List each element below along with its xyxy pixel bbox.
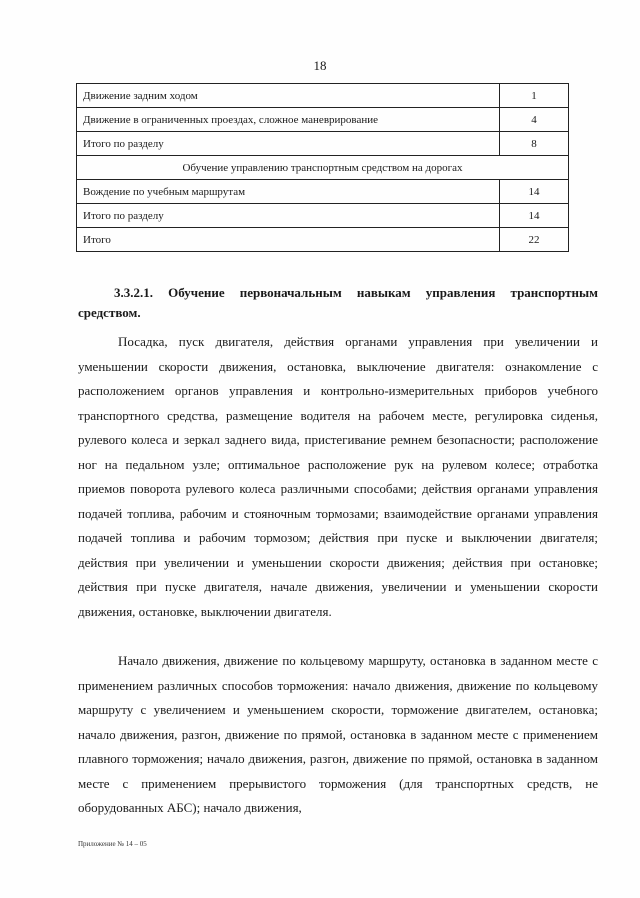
- row-label: Итого: [77, 228, 500, 252]
- row-hours: 14: [500, 204, 569, 228]
- row-label: Вождение по учебным маршрутам: [77, 180, 500, 204]
- table-row: [77, 84, 569, 108]
- table-row: [77, 108, 569, 132]
- row-label: Движение задним ходом: [77, 84, 500, 108]
- training-hours-table: [76, 83, 569, 252]
- row-hours: 22: [500, 228, 569, 252]
- row-label: Итого по разделу: [77, 204, 500, 228]
- page-number: 18: [313, 58, 327, 73]
- row-hours: 8: [500, 132, 569, 156]
- table-row: [77, 204, 569, 228]
- table-section-row: [77, 156, 569, 180]
- section-title-cell: Обучение управлению транспортным средством на дорогах: [77, 156, 569, 180]
- section-heading: 3.3.2.1. Обучение первоначальным навыкам управления транспортным средством.: [78, 285, 598, 320]
- row-hours: 14: [500, 180, 569, 204]
- table-row: [77, 132, 569, 156]
- table-row: [77, 180, 569, 204]
- table-row: [77, 228, 569, 252]
- row-label: Итого по разделу: [77, 132, 500, 156]
- row-hours: 4: [500, 108, 569, 132]
- row-label: Движение в ограниченных проездах, сложное маневрирование: [77, 108, 500, 132]
- body-paragraph: Посадка, пуск двигателя, действия органами управления при увеличении и уменьшении скорости движения, остановка, выключение двигателя: ознакомление с расположением органов управления и контрольно-измерительных приборов учебного транспортного средства, размещение водителя на рабочем месте, регулировка сиденья, рулевого колеса и зеркал заднего вида, пристегивание ремнем безопасности; расположение ног на педальном узле; оптимальное расположение рук на рулевом колесе; отработка приемов поворота рулевого колеса различными способами; действия органами управления подачей топлива, рабочим и стояночным тормозами; взаимодействие органами управления подачей топлива и рабочим тормозом; действия при пуске и выключении двигателя; действия при увеличении и уменьшении скорости движения; действия при остановке; действия при пуске двигателя, начале движения, увеличении и уменьшении скорости движения, остановке, выключении двигателя.: [78, 334, 598, 619]
- row-hours: 1: [500, 84, 569, 108]
- body-paragraph: Начало движения, движение по кольцевому маршруту, остановка в заданном месте с применением различных способов торможения: начало движения, движение по кольцевому маршруту с увеличением и уменьшением скорости, торможение двигателем, остановка; начало движения, разгон, движение по прямой, остановка в заданном месте с применением плавного торможения; начало движения, разгон, движение по прямой, остановка в заданном месте с применением прерывистого торможения (для транспортных средств, не оборудованных АБС); начало движения,: [78, 653, 598, 815]
- footer-note: Приложение № 14 – 05: [78, 840, 147, 848]
